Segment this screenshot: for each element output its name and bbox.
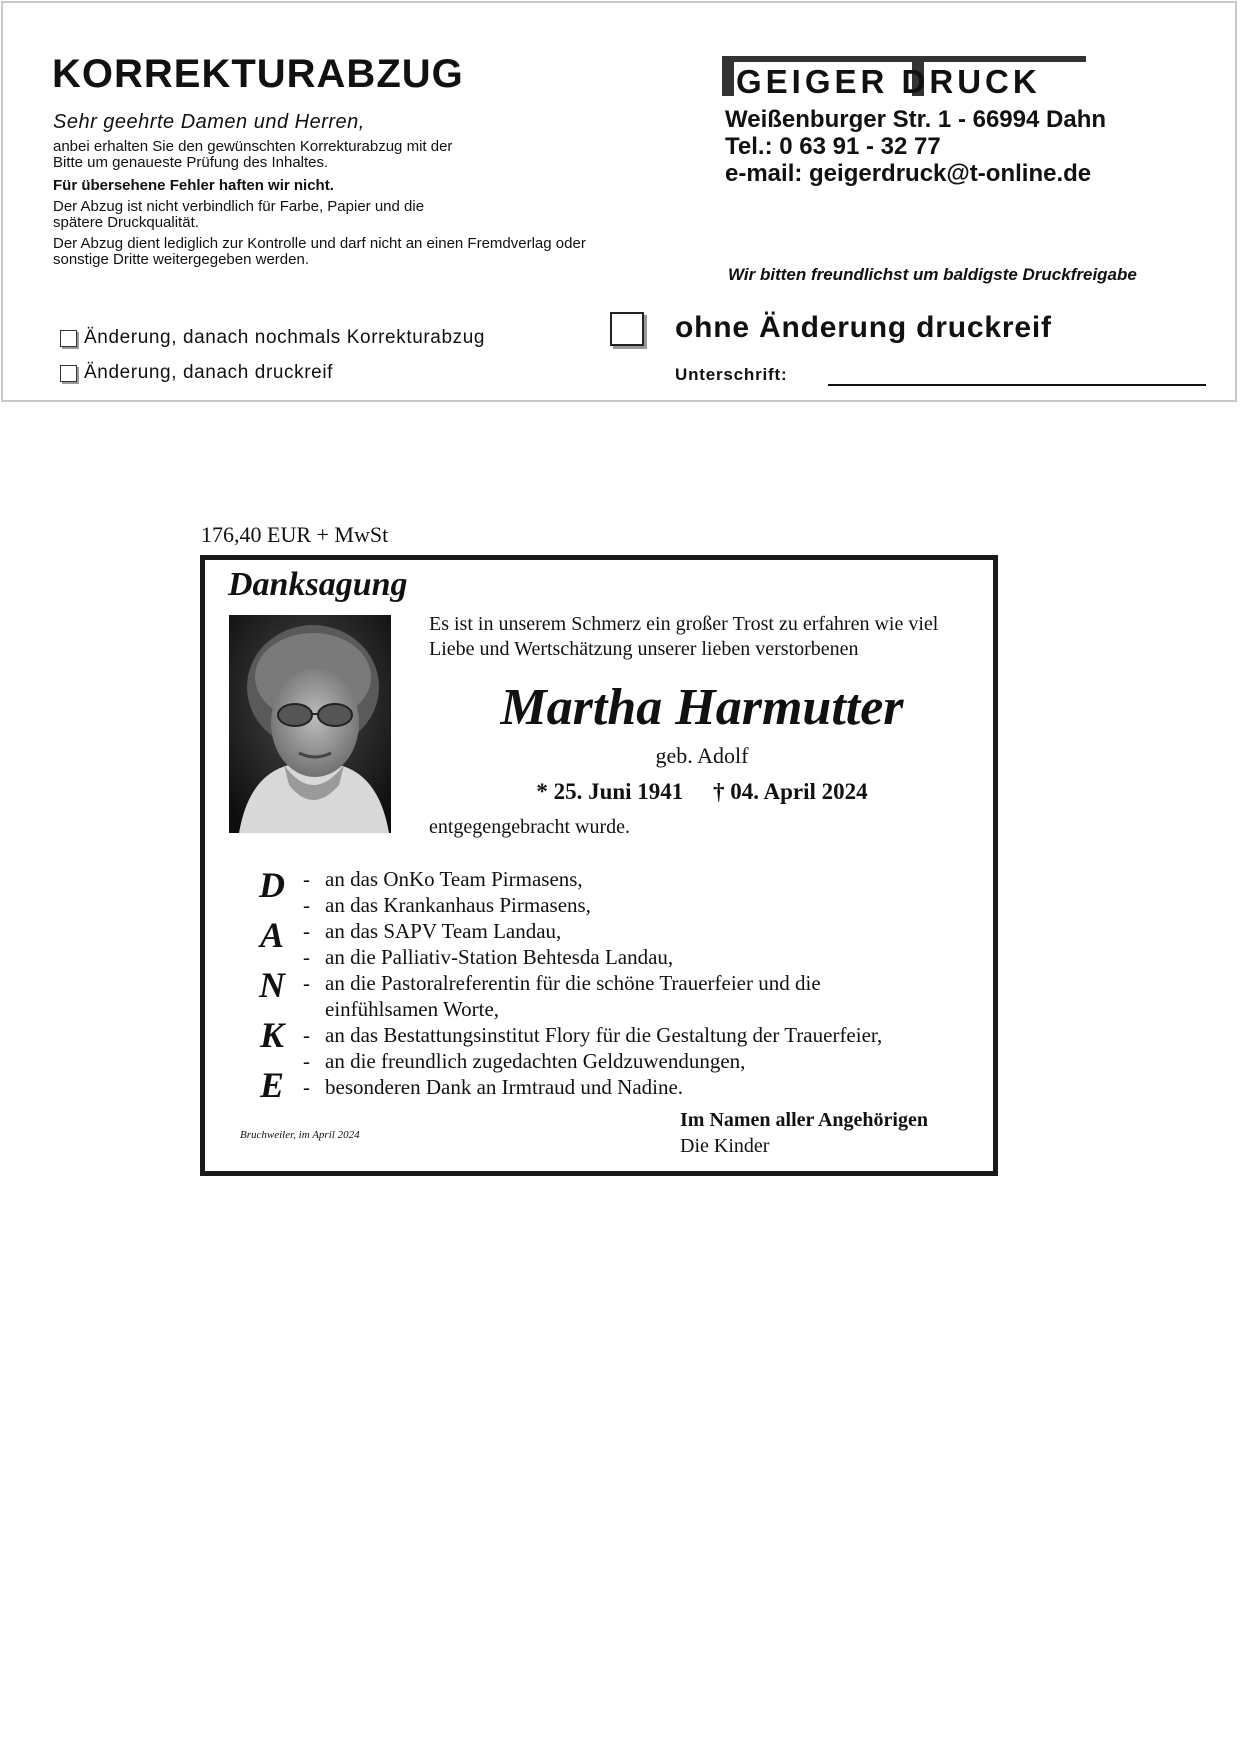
life-dates bbox=[430, 779, 974, 805]
company-email: e-mail: geigerdruck@t-online.de bbox=[725, 160, 1092, 187]
salutation: Sehr geehrte Damen und Herren, bbox=[53, 111, 365, 133]
usage-note: Der Abzug dient lediglich zur Kontrolle und darf nicht an einen Fremdverlag oder sonstige Dritte weitergegeben werden. bbox=[53, 235, 586, 268]
list-item: - besonderen Dank an Irmtraud und Nadine. bbox=[303, 1075, 684, 1099]
proof-note: anbei erhalten Sie den gewünschten Korrekturabzug mit der Bitte um genaueste Prüfung des Inhaltes. bbox=[53, 138, 453, 171]
signature-label: Unterschrift: bbox=[675, 365, 788, 384]
acrostic-letter: N bbox=[259, 965, 285, 1005]
intro-text bbox=[429, 612, 989, 662]
ad-heading: Danksagung bbox=[228, 566, 408, 603]
signoff-family: Im Namen aller Angehörigen bbox=[680, 1109, 928, 1131]
list-item: - an die Palliativ-Station Behtesda Landau, bbox=[303, 945, 674, 969]
thanks-text: an das Bestattungsinstitut Flory für die Gestaltung der Trauerfeier, bbox=[325, 1023, 883, 1047]
thanks-text: an das SAPV Team Landau, bbox=[325, 919, 562, 943]
thanks-text: an die Pastoralreferentin für die schöne Trauerfeier und die einfühlsamen Worte, bbox=[325, 971, 821, 1021]
intro-line: Liebe und Wertschätzung unserer lieben verstorbenen bbox=[429, 638, 859, 660]
acrostic-letter: E bbox=[259, 1065, 284, 1105]
thanks-text: an das Krankanhaus Pirmasens, bbox=[325, 893, 591, 917]
intro-line: Es ist in unserem Schmerz ein großer Trost zu erfahren wie viel bbox=[429, 613, 939, 635]
company-contact bbox=[725, 106, 1106, 187]
company-address: Weißenburger Str. 1 - 66994 Dahn bbox=[725, 106, 1107, 133]
option-label: Änderung, danach nochmals Korrekturabzug bbox=[84, 327, 486, 348]
acrostic-letter: A bbox=[259, 915, 284, 955]
thanks-list bbox=[300, 866, 885, 1100]
company-logo bbox=[722, 56, 1086, 98]
price: 176,40 EUR + MwSt bbox=[201, 522, 389, 547]
option-label: Änderung, danach druckreif bbox=[84, 362, 334, 383]
portrait-photo bbox=[229, 615, 391, 833]
outro-text: entgegengebracht wurde. bbox=[429, 816, 631, 838]
list-item: - an das Bestattungsinstitut Flory für die Gestaltung der Trauerfeier, bbox=[303, 1023, 883, 1047]
deceased-name: Martha Harmutter bbox=[500, 679, 904, 736]
danke-acrostic bbox=[256, 860, 288, 1110]
signature-line[interactable] bbox=[828, 384, 1206, 386]
acrostic-letter: D bbox=[259, 865, 285, 905]
birth-name: geb. Adolf bbox=[655, 743, 749, 768]
checkbox[interactable] bbox=[60, 365, 77, 382]
checkbox[interactable] bbox=[60, 330, 77, 347]
death-date: † 04. April 2024 bbox=[713, 779, 868, 804]
birth-date: * 25. Juni 1941 bbox=[536, 779, 684, 804]
acrostic-letter: K bbox=[259, 1015, 284, 1055]
no-change-checkbox[interactable] bbox=[610, 312, 644, 346]
quality-note: Der Abzug ist nicht verbindlich für Farbe, Papier und die spätere Druckqualität. bbox=[53, 198, 425, 231]
portrait-image bbox=[229, 615, 391, 833]
list-item: - an die Pastoralreferentin für die schöne Trauerfeier und die einfühlsamen Worte, bbox=[303, 971, 821, 1021]
company-phone: Tel.: 0 63 91 - 32 77 bbox=[725, 133, 941, 160]
signoff-children: Die Kinder bbox=[680, 1135, 770, 1157]
no-change-label: ohne Änderung druckreif bbox=[675, 311, 1052, 344]
list-item: - an die freundlich zugedachten Geldzuwendungen, bbox=[303, 1049, 746, 1073]
logo-graphic bbox=[722, 56, 1086, 98]
option-change-ready[interactable] bbox=[60, 362, 333, 384]
list-item: - an das SAPV Team Landau, bbox=[303, 919, 562, 943]
proof-title: KORREKTURABZUG bbox=[52, 52, 464, 96]
logo-lettering: GEIGER DRUCK bbox=[736, 63, 1041, 98]
thanks-text: an das OnKo Team Pirmasens, bbox=[325, 867, 583, 891]
list-item: - an das OnKo Team Pirmasens, bbox=[303, 867, 583, 891]
liability-note: Für übersehene Fehler haften wir nicht. bbox=[53, 177, 334, 194]
option-change-new-proof[interactable] bbox=[60, 327, 485, 349]
thanks-text: an die Palliativ-Station Behtesda Landau, bbox=[325, 945, 674, 969]
release-request: Wir bitten freundlichst um baldigste Druckfreigabe bbox=[728, 265, 1137, 284]
thanks-text: an die freundlich zugedachten Geldzuwendungen, bbox=[325, 1049, 746, 1073]
list-item: - an das Krankanhaus Pirmasens, bbox=[303, 893, 591, 917]
place-date: Bruchweiler, im April 2024 bbox=[240, 1129, 360, 1141]
thanks-text: besonderen Dank an Irmtraud und Nadine. bbox=[325, 1075, 684, 1099]
